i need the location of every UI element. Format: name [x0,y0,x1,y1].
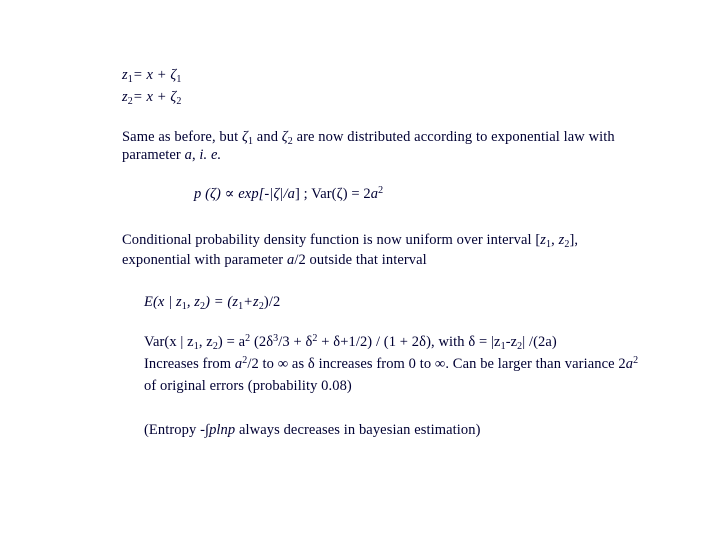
equation-z1: $z_1= x + \zeta_1$ [122,67,182,85]
entropy-note: (Entropy -∫plnp always decreases in bayesian estimation) [144,422,481,438]
equation-z2: $z_2= x + \zeta_2$ [122,89,182,107]
original-errors-note: of original errors (probability 0.08) [144,378,352,394]
paragraph-1-line-1: Same as before, but $\zeta_1$ and $\zeta_2$ are now distributed according to exponential law with [122,129,615,147]
paragraph-2-line-2: exponential with parameter a/2 outside that interval [122,252,427,268]
conditional-expectation: E(x | $z_1$, $z_2) = (z_1+z_2)/2$ [144,294,281,312]
paragraph-1-line-2: parameter a, i. e. [122,147,222,163]
conditional-variance: Var(x | $z_1$, $z_2) = a^2$ $(2\delta^3/3 + \delta^2 + \delta+1/2) / (1 + 2\delta)$, with $\delta = |z_1-z_2|$ /(2a) [144,333,557,352]
variance-increase-note: Increases from $a^2/2$ to ∞ as δ increases from 0 to ∞. Can be larger than variance $2a^2$ [144,355,639,372]
distribution-formula: p (ζ) ∝ exp[-|ζ|/a] ; $Var(\zeta) = 2a^2$ [194,185,384,202]
paragraph-2-line-1: Conditional probability density function is now uniform over interval [$z_1$, $z_2$], [122,232,579,250]
